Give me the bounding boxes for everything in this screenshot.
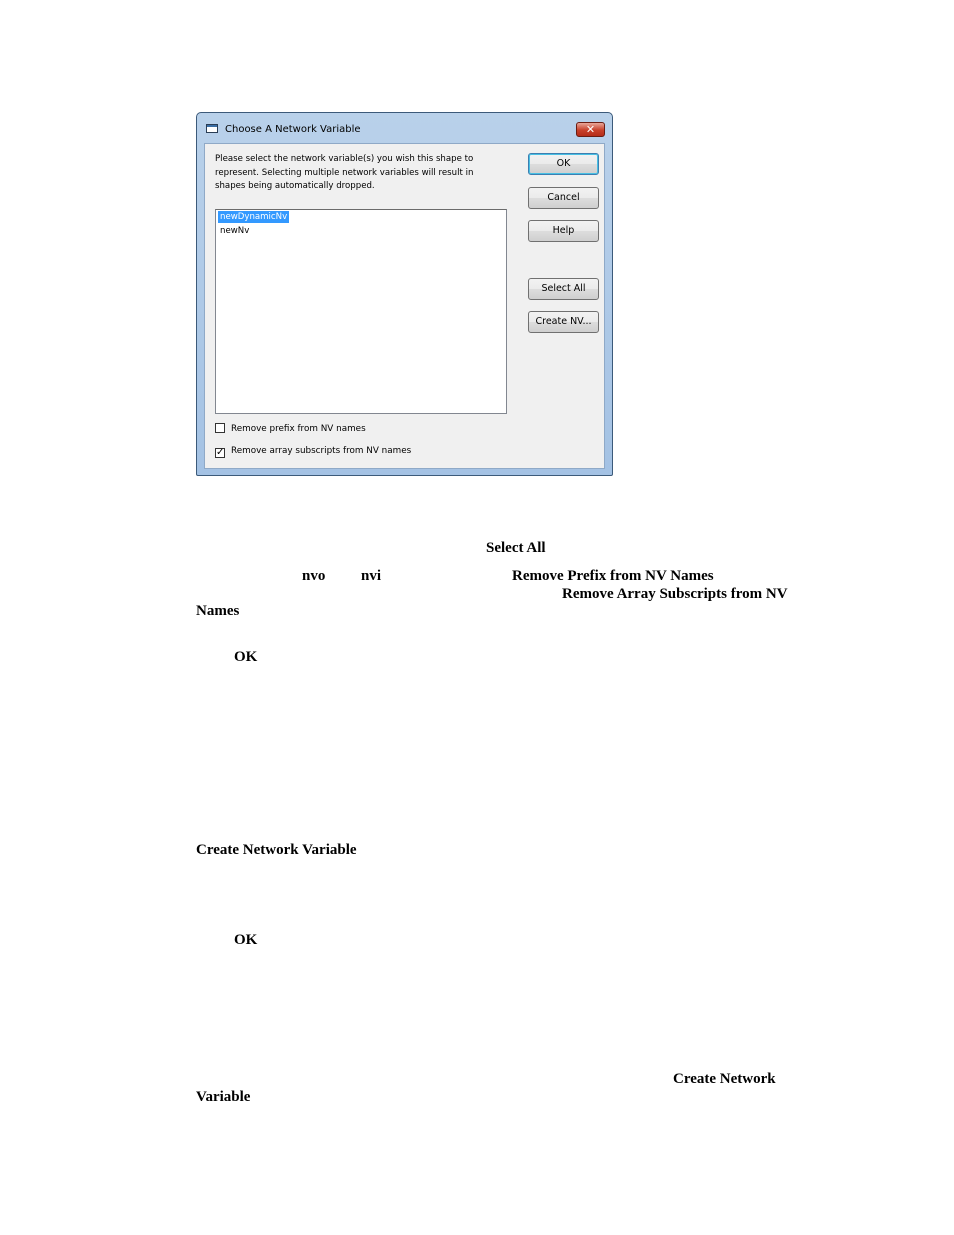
choose-network-variable-dialog xyxy=(196,112,613,476)
close-icon: ✕ xyxy=(585,123,596,136)
remove-subscripts-checkbox[interactable] xyxy=(215,448,225,458)
list-item[interactable]: newNv xyxy=(220,226,250,236)
doc-nvi: nvi xyxy=(361,568,382,584)
list-item[interactable]: newDynamicNv xyxy=(220,212,288,222)
create-nv-button[interactable]: Create NV... xyxy=(528,311,599,333)
remove-prefix-label: Remove prefix from NV names xyxy=(231,424,366,434)
dialog-title: Choose A Network Variable xyxy=(225,124,361,135)
doc-create-network-cont: Variable xyxy=(196,1089,251,1105)
remove-subscripts-label: Remove array subscripts from NV names xyxy=(231,446,412,456)
window-icon xyxy=(206,124,218,133)
doc-remove-subscripts-cont: Names xyxy=(196,603,240,619)
doc-remove-subscripts: Remove Array Subscripts from NV xyxy=(562,586,788,602)
remove-prefix-option[interactable] xyxy=(215,423,366,435)
cancel-button[interactable]: Cancel xyxy=(528,187,599,209)
dialog-client-area xyxy=(204,143,605,469)
network-variable-list[interactable] xyxy=(215,209,507,414)
instructions-text: Please select the network variable(s) you wish this shape to represent. Selecting multiple network variables will result in shapes being automatically dropped. xyxy=(215,154,474,191)
ok-button[interactable]: OK xyxy=(528,153,599,175)
dialog-titlebar[interactable] xyxy=(197,113,612,143)
help-button[interactable]: Help xyxy=(528,220,599,242)
remove-subscripts-option[interactable] xyxy=(215,445,411,458)
checkmark-icon: ✓ xyxy=(216,447,225,458)
doc-ok-1: OK xyxy=(234,649,258,665)
doc-ok-2: OK xyxy=(234,932,258,948)
doc-select-all: Select All xyxy=(486,540,546,556)
doc-create-nv-heading: Create Network Variable xyxy=(196,842,357,858)
close-button[interactable] xyxy=(576,122,605,137)
doc-create-network: Create Network xyxy=(673,1071,776,1087)
doc-remove-prefix: Remove Prefix from NV Names xyxy=(512,568,714,584)
remove-prefix-checkbox[interactable] xyxy=(215,423,225,433)
doc-nvo: nvo xyxy=(302,568,326,584)
select-all-button[interactable]: Select All xyxy=(528,278,599,300)
